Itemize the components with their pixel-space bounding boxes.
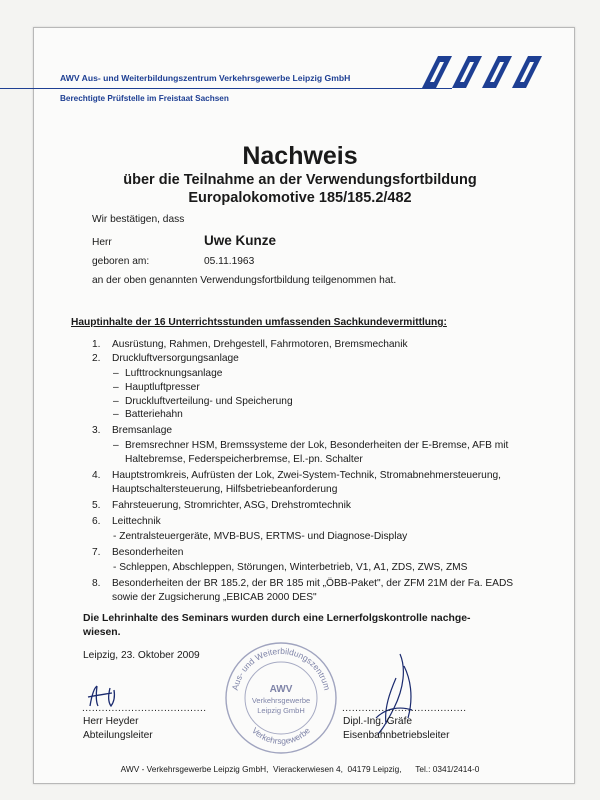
sub-item: Lufttrocknungsanlage [125, 368, 223, 379]
closing-line-2: wiesen. [83, 627, 121, 638]
list-item: Leittechnik [112, 516, 161, 527]
stamp-bottom-text: Verkehrsgewerbe [250, 725, 312, 747]
sub-bullet: – [113, 368, 119, 379]
item-number: 2. [92, 353, 101, 364]
place-date: Leipzig, 23. Oktober 2009 [83, 650, 200, 661]
header-rule [0, 88, 452, 89]
content-heading: Hauptinhalte der 16 Unterrichtsstunden umfassenden Sachkundevermittlung: [71, 317, 447, 328]
list-item: Besonderheiten [112, 547, 184, 558]
list-item: Bremsanlage [112, 425, 173, 436]
list-item: Hauptstromkreis, Aufrüsten der Lok, Zwei-System-Technik, Stromabnehmersteuerung, [112, 470, 501, 481]
sub-bullet: – [113, 440, 119, 451]
sub-item: Bremsrechner HSM, Bremssysteme der Lok, Besonderheiten der E-Bremse, AFB mit [125, 440, 509, 451]
list-item: - Zentralsteuergeräte, MVB-BUS, ERTMS- und Diagnose-Display [113, 531, 408, 542]
herr-label: Herr [92, 237, 112, 248]
participation-text: an der oben genannten Verwendungsfortbildung teilgenommen hat. [92, 275, 397, 286]
awv-logo-icon [414, 52, 554, 90]
item-number: 3. [92, 425, 101, 436]
list-item: Fahrsteuerung, Stromrichter, ASG, Drehstromtechnik [112, 500, 351, 511]
signer-left-name: Herr Heyder [83, 716, 139, 727]
item-number: 8. [92, 578, 101, 589]
item-number: 5. [92, 500, 101, 511]
footer-address: AWV - Verkehrsgewerbe Leipzig GmbH, Vierackerwiesen 4, 04179 Leipzig, Tel.: 0341/2414-0 [120, 764, 480, 774]
sub-bullet: – [113, 382, 119, 393]
signature-line-right: ...................................... [342, 703, 467, 714]
closing-line-1: Die Lehrinhalte des Seminars wurden durch eine Lernerfolgskontrolle nachge- [83, 613, 471, 624]
list-item: Druckluftversorgungsanlage [112, 353, 239, 364]
document-title: Nachweis [242, 142, 358, 170]
signer-right-name: Dipl.-Ing. Gräfe [343, 716, 413, 727]
official-stamp [221, 638, 341, 758]
item-number: 4. [92, 470, 101, 481]
born-label: geboren am: [92, 256, 150, 267]
signer-left-role: Abteilungsleiter [83, 730, 153, 741]
item-number: 6. [92, 516, 101, 527]
sub-item: Batteriehahn [125, 409, 183, 420]
sub-bullet: – [113, 396, 119, 407]
list-item: Hauptschaltersteuerung, Hilfsbetriebeanforderung [112, 484, 338, 495]
organization-name: AWV Aus- und Weiterbildungszentrum Verkehrsgewerbe Leipzig GmbH [60, 73, 351, 83]
sub-item: Hauptluftpresser [125, 382, 200, 393]
sub-bullet: – [113, 409, 119, 420]
signer-right-role: Eisenbahnbetriebsleiter [343, 730, 450, 741]
confirm-text: Wir bestätigen, dass [92, 214, 185, 225]
list-item: sowie der Zugsicherung „EBICAB 2000 DES" [112, 592, 317, 603]
item-number: 7. [92, 547, 101, 558]
organization-subtitle: Berechtigte Prüfstelle im Freistaat Sachsen [60, 94, 229, 103]
title-line-1: über die Teilnahme an der Verwendungsfortbildung [123, 172, 477, 188]
list-item: Ausrüstung, Rahmen, Drehgestell, Fahrmotoren, Bremsmechanik [112, 339, 408, 350]
stamp-center-3: Leipzig GmbH [257, 706, 305, 715]
item-number: 1. [92, 339, 101, 350]
svg-text:Verkehrsgewerbe [250, 725, 312, 746]
list-item: Besonderheiten der BR 185.2, der BR 185 mit „ÖBB-Paket", der ZFM 21M der Fa. EADS [112, 578, 514, 589]
born-date: 05.11.1963 [204, 256, 255, 267]
stamp-center-2: Verkehrsgewerbe [251, 696, 311, 705]
sub-item: Druckluftverteilung- und Speicherung [125, 396, 293, 407]
stamp-center-1: AWV [269, 684, 293, 695]
title-line-2: Europalokomotive 185/185.2/482 [188, 190, 412, 206]
participant-name: Uwe Kunze [204, 233, 277, 248]
stamp-ring-text: Aus- und Weiterbildungszentrum [229, 645, 333, 692]
list-item: - Schleppen, Abschleppen, Störungen, Winterbetrieb, V1, A1, ZDS, ZWS, ZMS [113, 562, 468, 573]
sub-item: Haltebremse, Federspeicherbremse, El.-pn. Schalter [125, 454, 363, 465]
signature-line-left: ...................................... [82, 703, 207, 714]
